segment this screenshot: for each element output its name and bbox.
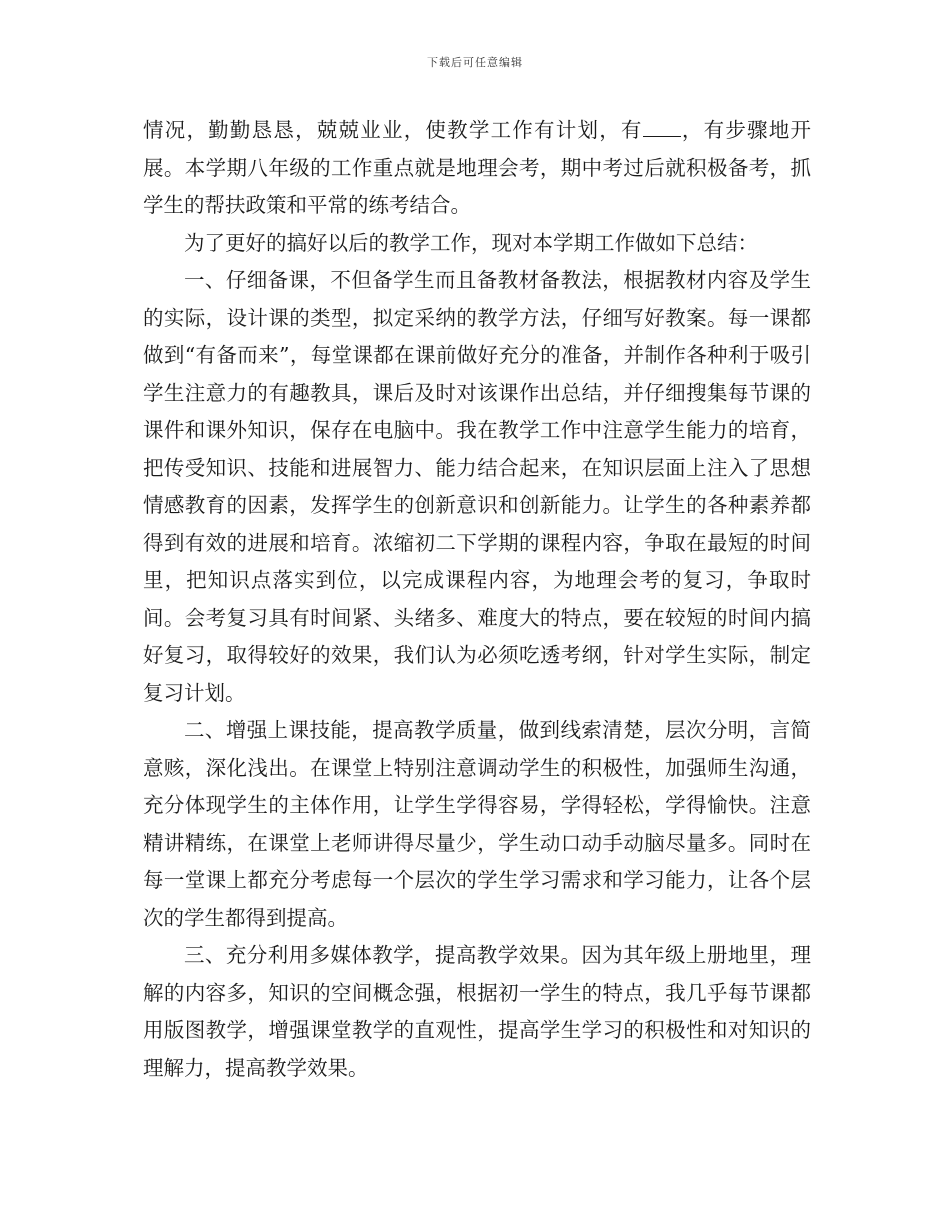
paragraph-intro: 为了更好的搞好以后的教学工作，现对本学期工作做如下总结： [184, 230, 758, 255]
paragraph-text-before-blank: 情况，勤勤恳恳，兢兢业业，使教学工作有计划，有 [143, 118, 643, 142]
paragraph-section-three: 三、充分利用多媒体教学，提高教学效果。因为其年级上册地里，理解的内容多，知识的空间概念强，根据初一学生的特点，我几乎每节课都用版图教学，增强课堂教学的直观性，提高学生学习的积极性和对知识的理解力，提高教学效果。 [143, 943, 811, 1080]
paragraph-section-two: 二、增强上课技能，提高教学质量，做到线索清楚，层次分明，言简意赅，深化浅出。在课堂上特别注意调动学生的积极性，加强师生沟通，充分体现学生的主体作用，让学生学得容易，学得轻松，学得愉快。注意精讲精练，在课堂上老师讲得尽量少，学生动口动手动脑尽量多。同时在每一堂课上都充分考虑每一个层次的学生学习需求和学习能力，让各个层次的学生都得到提高。 [143, 718, 811, 930]
paragraph-text-after-blank: ，有步骤地开展。本学期八年级的工作重点就是地理会考，期中考过后就积极备考，抓学生的帮扶政策和平常的练考结合。 [143, 118, 812, 217]
page-header: 下载后可任意编辑 [427, 56, 523, 69]
fill-in-blank [643, 116, 681, 137]
paragraph-continuation [143, 112, 811, 225]
paragraph-section-one: 一、仔细备课，不但备学生而且备教材备教法，根据教材内容及学生的实际，设计课的类型，拟定采纳的教学方法，仔细写好教案。每一课都做到“有备而来”，每堂课都在课前做好充分的准备，并制作各种利于吸引学生注意力的有趣教具，课后及时对该课作出总结，并仔细搜集每节课的课件和课外知识，保存在电脑中。我在教学工作中注意学生能力的培育，把传受知识、技能和进展智力、能力结合起来，在知识层面上注入了思想情感教育的因素，发挥学生的创新意识和创新能力。让学生的各种素养都得到有效的进展和培育。浓缩初二下学期的课程内容，争取在最短的时间里，把知识点落实到位，以完成课程内容，为地理会考的复习，争取时间。会考复习具有时间紧、头绪多、难度大的特点，要在较短的时间内搞好复习，取得较好的效果，我们认为必须吃透考纲，针对学生实际，制定复习计划。 [143, 268, 811, 705]
document-body [143, 112, 811, 1087]
